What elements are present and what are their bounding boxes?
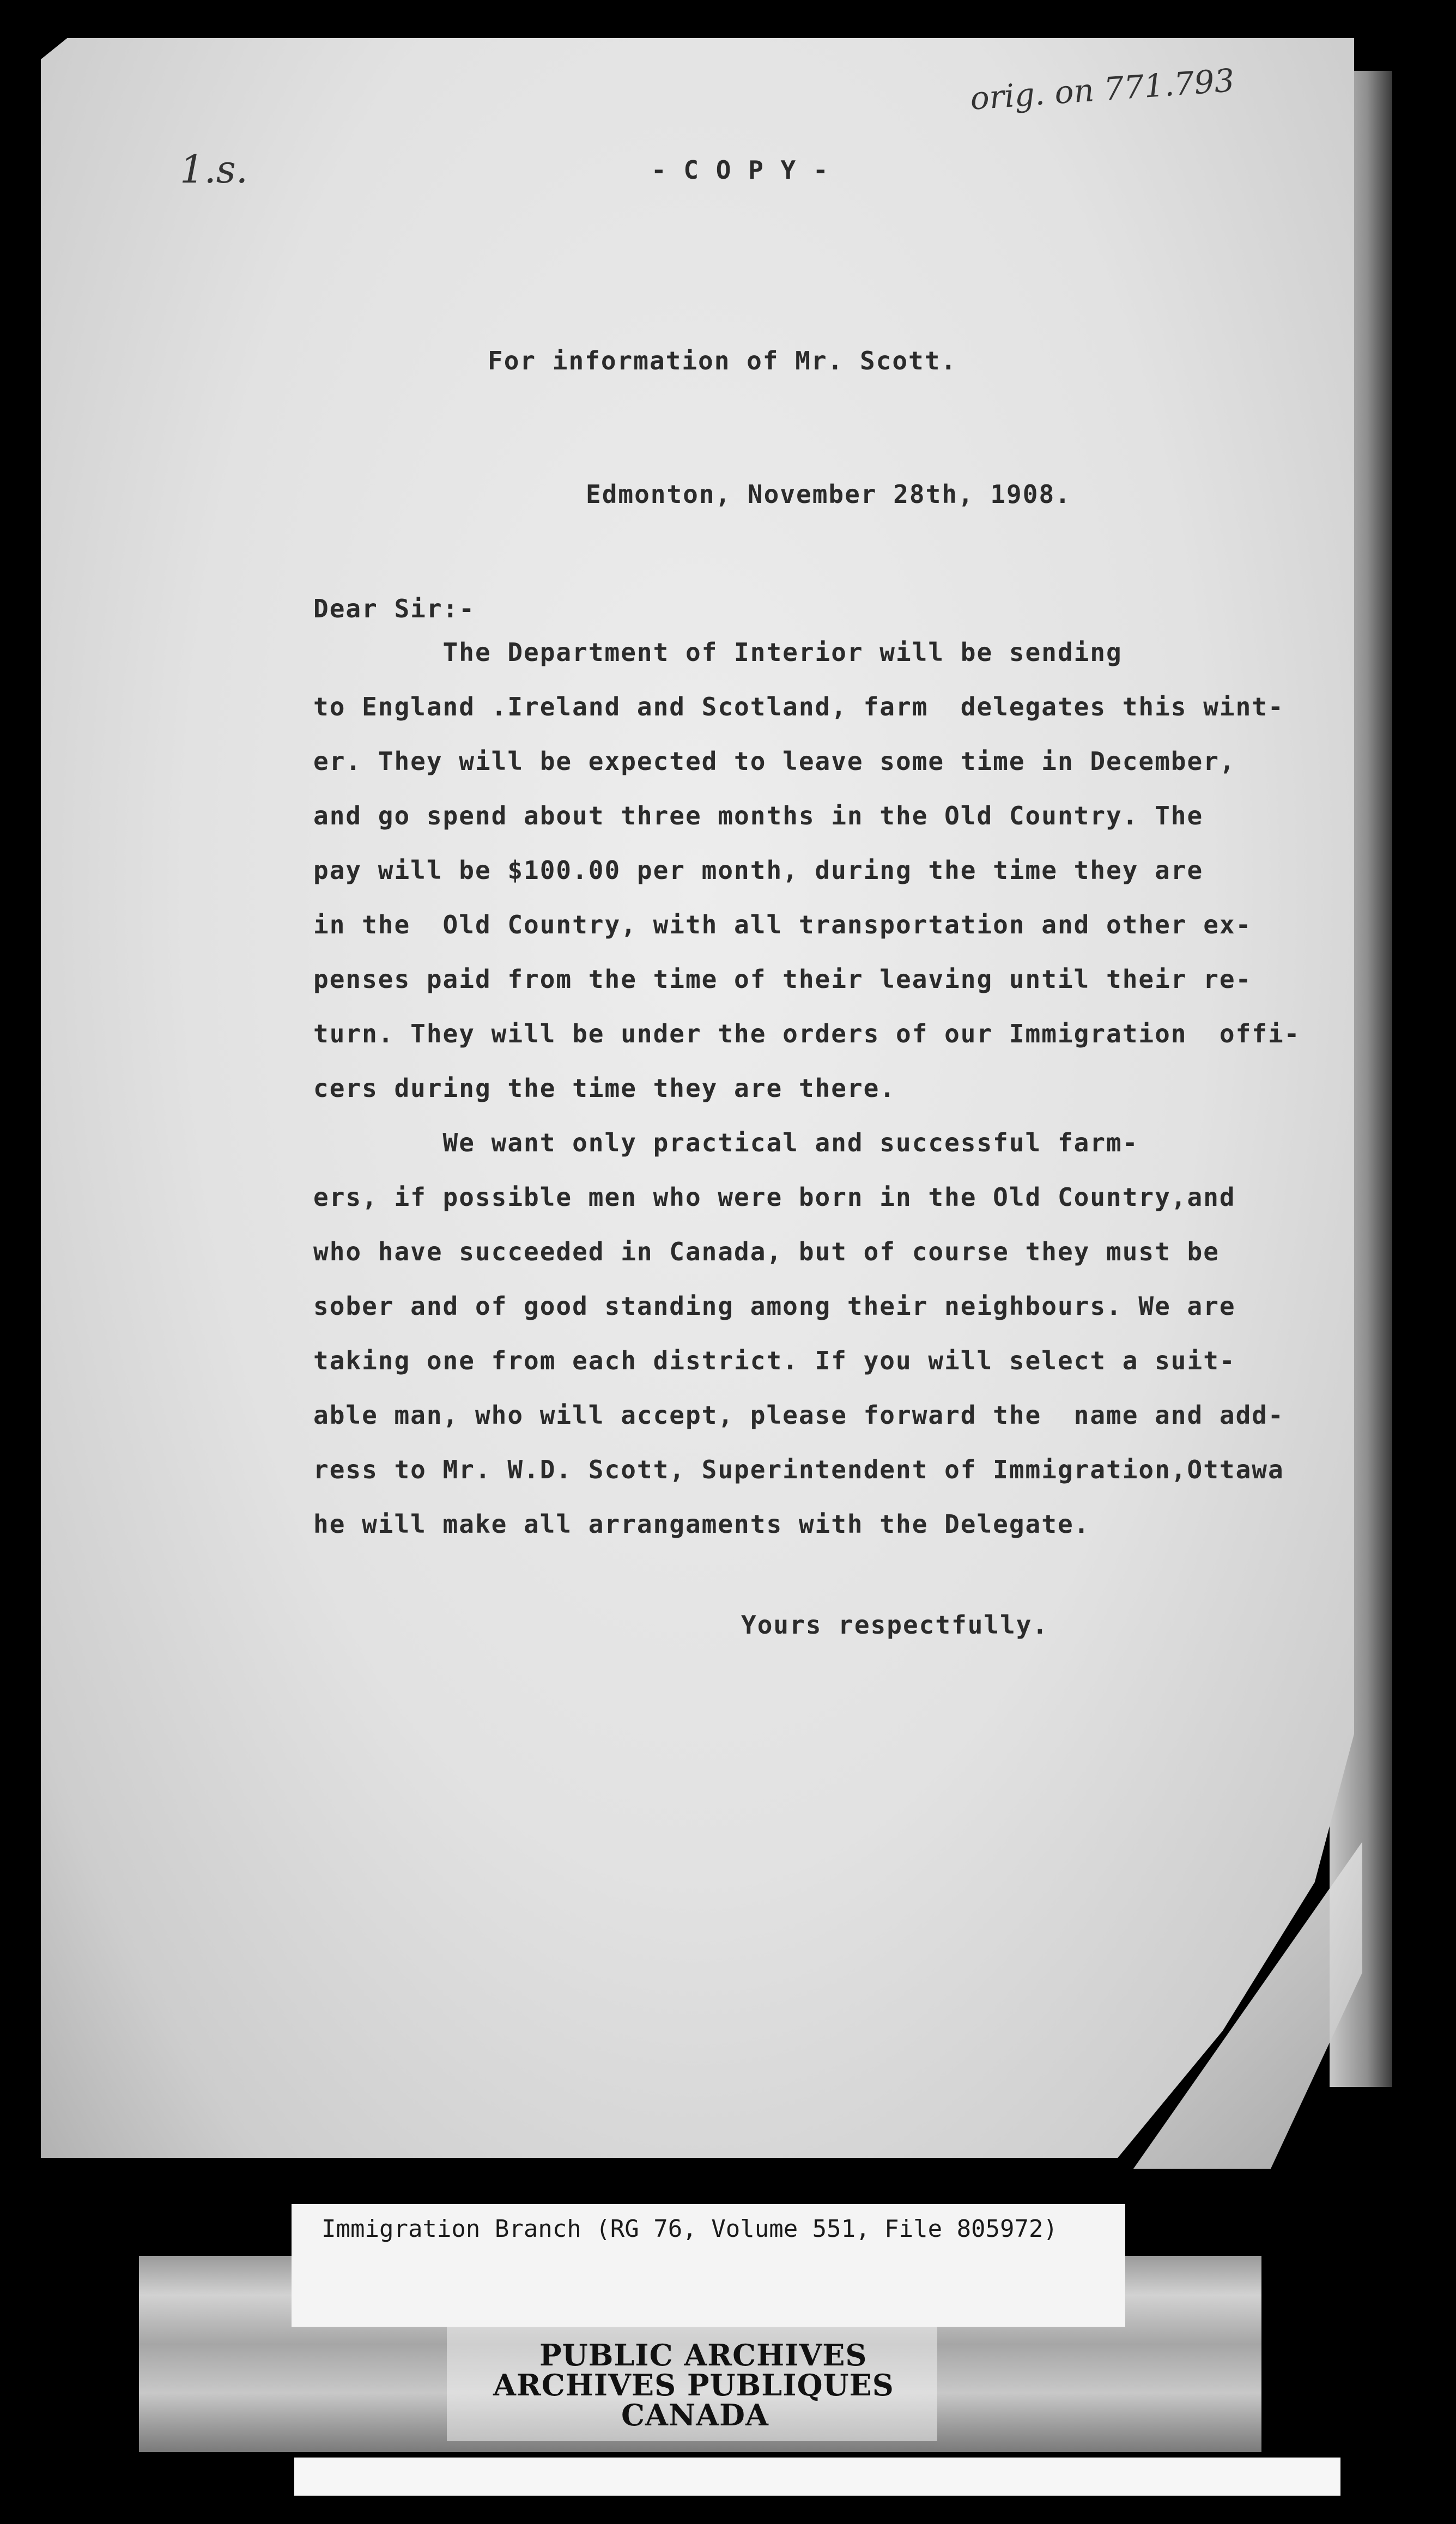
body-line: ers, if possible men who were born in the Old Country,and bbox=[313, 1182, 1236, 1212]
bottom-label-strip bbox=[294, 2458, 1340, 2496]
body-line: to England .Ireland and Scotland, farm delegates this wint- bbox=[313, 692, 1284, 721]
body-line: ress to Mr. W.D. Scott, Superintendent of Immigration,Ottawa bbox=[313, 1455, 1284, 1484]
body-line: he will make all arrangaments with the Delegate. bbox=[313, 1509, 1090, 1539]
body-line: taking one from each district. If you will select a suit- bbox=[313, 1346, 1236, 1375]
dateline: Edmonton, November 28th, 1908. bbox=[586, 480, 1071, 509]
closing: Yours respectfully. bbox=[741, 1610, 1049, 1640]
body-line: pay will be $100.00 per month, during the time they are bbox=[313, 856, 1204, 885]
body-line: and go spend about three months in the Old Country. The bbox=[313, 801, 1204, 830]
stamp-line-french: ARCHIVES PUBLIQUES bbox=[493, 2368, 894, 2402]
body-line: in the Old Country, with all transportation and other ex- bbox=[313, 910, 1252, 939]
body-line: er. They will be expected to leave some time in December, bbox=[313, 747, 1236, 776]
corner-mark: 1.s. bbox=[180, 147, 248, 192]
stamp-line-country: CANADA bbox=[621, 2398, 769, 2432]
body-line: The Department of Interior will be sending bbox=[313, 638, 1123, 667]
info-line: For information of Mr. Scott. bbox=[488, 346, 957, 375]
handwritten-reference: orig. on 771.793 bbox=[969, 62, 1236, 117]
copy-heading: - C O P Y - bbox=[651, 155, 829, 185]
salutation: Dear Sir:- bbox=[313, 594, 475, 623]
body-line: cers during the time they are there. bbox=[313, 1073, 896, 1103]
stamp-line-english: PUBLIC ARCHIVES bbox=[539, 2338, 867, 2373]
body-line: penses paid from the time of their leaving until their re- bbox=[313, 964, 1252, 994]
body-line: able man, who will accept, please forward the name and add- bbox=[313, 1400, 1284, 1430]
archive-citation: Immigration Branch (RG 76, Volume 551, File 805972) bbox=[321, 2215, 1058, 2243]
body-line: sober and of good standing among their neighbours. We are bbox=[313, 1291, 1236, 1321]
body-line: turn. They will be under the orders of our Immigration offi- bbox=[313, 1019, 1301, 1048]
body-line: We want only practical and successful farm- bbox=[313, 1128, 1139, 1157]
body-line: who have succeeded in Canada, but of course they must be bbox=[313, 1237, 1220, 1266]
